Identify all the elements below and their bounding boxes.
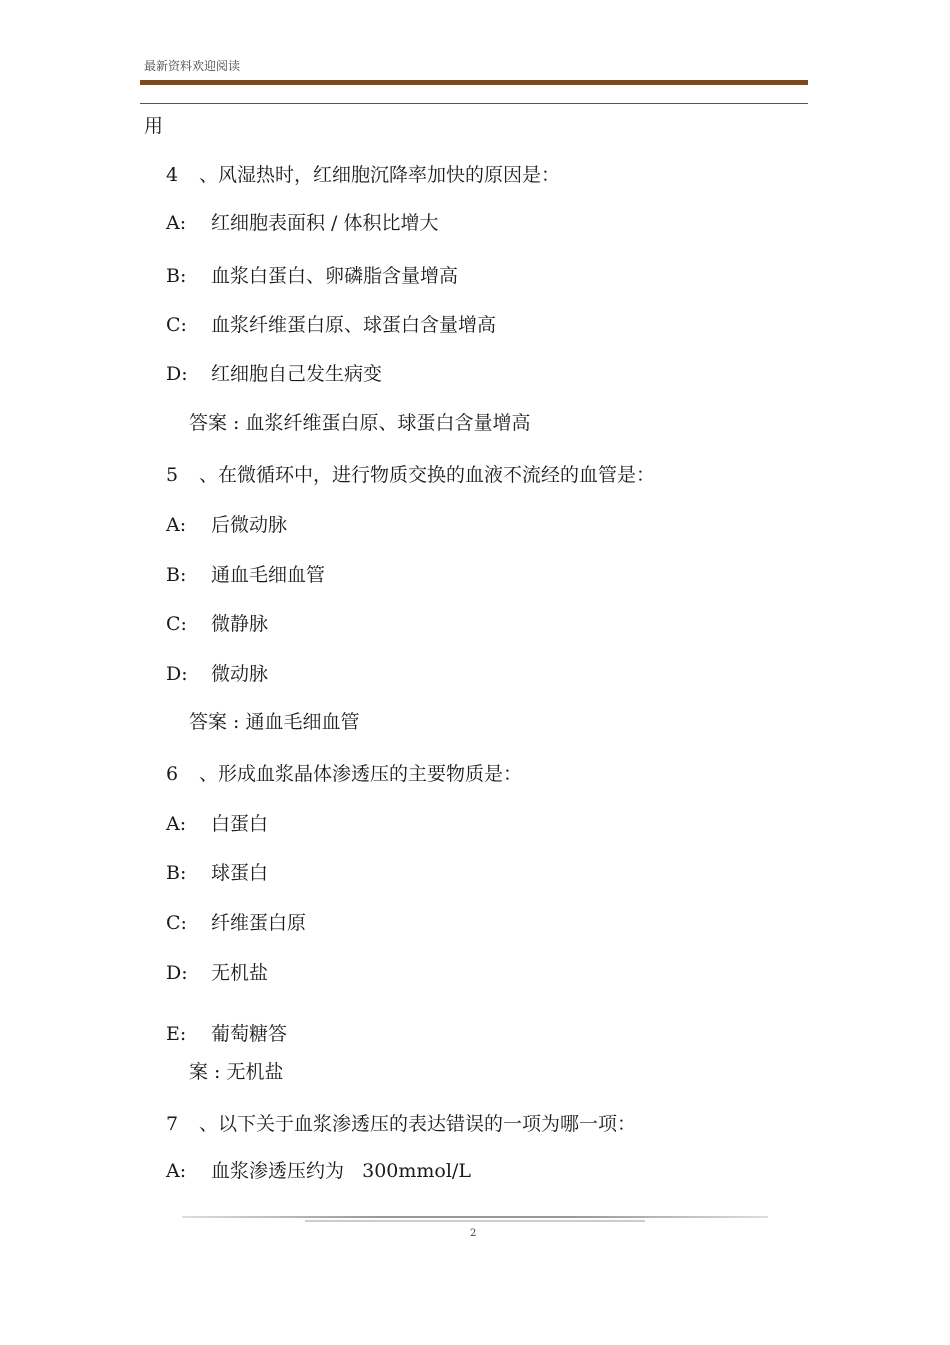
question-5 bbox=[166, 463, 655, 487]
option-text: 微动脉 bbox=[211, 663, 269, 685]
option-item bbox=[166, 961, 268, 985]
option-text: 血浆渗透压约为 300mmol/L bbox=[211, 1160, 471, 1182]
question-number: 6 bbox=[166, 763, 179, 785]
question-stem: 、形成血浆晶体渗透压的主要物质是： bbox=[199, 763, 523, 785]
question-number: 7 bbox=[166, 1113, 179, 1135]
option-text: 纤维蛋白原 bbox=[211, 912, 307, 934]
option-key: C: bbox=[166, 314, 187, 336]
option-item bbox=[166, 211, 438, 235]
option-item bbox=[166, 861, 268, 885]
option-key: D: bbox=[166, 363, 188, 385]
option-item bbox=[166, 812, 268, 836]
option-item bbox=[166, 362, 382, 386]
footer-rule-accent bbox=[305, 1220, 645, 1222]
question-number: 4 bbox=[166, 164, 179, 186]
option-text: 血浆白蛋白、卵磷脂含量增高 bbox=[211, 265, 459, 287]
option-text: 红细胞自己发生病变 bbox=[211, 363, 383, 385]
option-item bbox=[166, 1022, 287, 1046]
question-stem: 、在微循环中，进行物质交换的血液不流经的血管是： bbox=[199, 464, 656, 486]
option-text: 白蛋白 bbox=[211, 813, 269, 835]
option-key: E: bbox=[166, 1023, 187, 1045]
header-rule-thick bbox=[140, 80, 808, 85]
option-key: D: bbox=[166, 663, 188, 685]
option-text: 球蛋白 bbox=[211, 862, 269, 884]
option-key: A: bbox=[166, 813, 187, 835]
option-text: 微静脉 bbox=[211, 613, 269, 635]
option-item bbox=[166, 513, 287, 537]
option-text: 红细胞表面积 / 体积比增大 bbox=[211, 212, 439, 234]
question-number: 5 bbox=[166, 464, 179, 486]
option-item bbox=[166, 662, 268, 686]
option-item bbox=[166, 313, 496, 337]
option-item bbox=[166, 1159, 471, 1183]
option-text: 葡萄糖答 bbox=[211, 1023, 288, 1045]
question-7 bbox=[166, 1112, 636, 1136]
header-rule-thin bbox=[140, 103, 808, 104]
option-key: B: bbox=[166, 265, 187, 287]
question-stem: 、以下关于血浆渗透压的表达错误的一项为哪一项： bbox=[199, 1113, 637, 1135]
answer-text: 答案 : 通血毛细血管 bbox=[189, 711, 360, 733]
option-text: 通血毛细血管 bbox=[211, 564, 326, 586]
option-key: B: bbox=[166, 564, 187, 586]
option-item bbox=[166, 563, 325, 587]
option-key: A: bbox=[166, 1160, 187, 1182]
option-key: C: bbox=[166, 912, 187, 934]
header-text: 最新资料欢迎阅读 bbox=[144, 59, 241, 73]
continuation-text: 用 bbox=[144, 115, 164, 137]
footer-rule bbox=[182, 1216, 768, 1218]
option-item bbox=[166, 264, 458, 288]
question-6 bbox=[166, 762, 522, 786]
option-key: B: bbox=[166, 862, 187, 884]
answer-text: 答案 : 血浆纤维蛋白原、球蛋白含量增高 bbox=[189, 412, 531, 434]
option-text: 后微动脉 bbox=[211, 514, 288, 536]
option-text: 血浆纤维蛋白原、球蛋白含量增高 bbox=[211, 314, 497, 336]
option-key: A: bbox=[166, 212, 187, 234]
option-key: D: bbox=[166, 962, 188, 984]
answer-text: 案 : 无机盐 bbox=[189, 1061, 284, 1083]
option-key: A: bbox=[166, 514, 187, 536]
option-item bbox=[166, 911, 306, 935]
question-4 bbox=[166, 163, 560, 187]
question-stem: 、风湿热时，红细胞沉降率加快的原因是： bbox=[199, 164, 561, 186]
page-number: 2 bbox=[470, 1228, 477, 1239]
option-text: 无机盐 bbox=[211, 962, 269, 984]
option-item bbox=[166, 612, 268, 636]
option-key: C: bbox=[166, 613, 187, 635]
